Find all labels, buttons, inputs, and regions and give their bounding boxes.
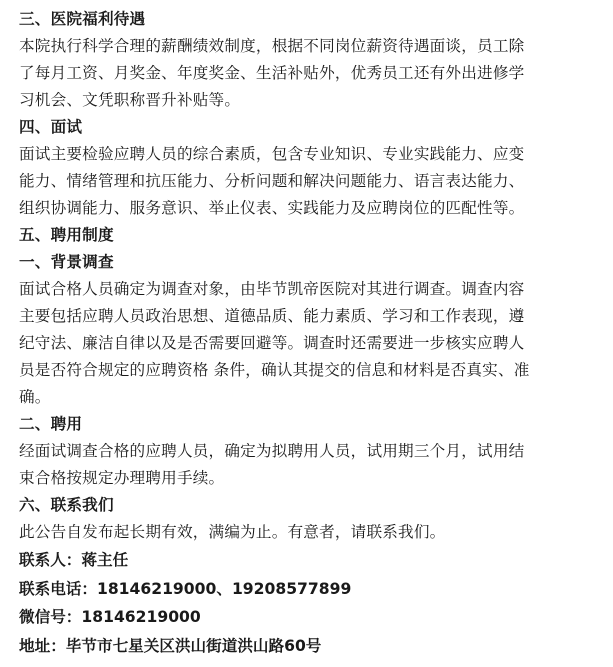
- section-heading-interview: 四、面试: [19, 118, 83, 136]
- paragraph-line: 主要包括应聘人员政治思想、道德品质、能力素质、学习和工作表现，遵: [19, 307, 525, 325]
- paragraph-line: 纪守法、廉洁自律以及是否需要回避等。调查时还需要进一步核实应聘人: [19, 334, 525, 352]
- subsection-heading-background-check: 一、背景调查: [19, 253, 114, 271]
- contact-person: [19, 546, 603, 575]
- paragraph-line: 能力、情绪管理和抗压能力、分析问题和解决问题能力、语言表达能力、: [19, 172, 525, 190]
- paragraph-line: 组织协调能力、服务意识、举止仪表、实践能力及应聘岗位的匹配性等。: [19, 199, 525, 217]
- section-heading-benefits: 三、医院福利待遇: [19, 10, 146, 28]
- section-heading-employment: 五、聘用制度: [19, 226, 114, 244]
- subsection-heading-hiring: 二、聘用: [19, 415, 83, 433]
- paragraph-line: 习机会、文凭职称晋升补贴等。: [19, 91, 241, 109]
- section-heading-contact: 六、联系我们: [19, 496, 114, 514]
- contact-phone: [19, 575, 603, 604]
- contact-wechat-value: 18146219000: [81, 608, 201, 626]
- paragraph-line: 束合格按规定办理聘用手续。: [19, 469, 225, 487]
- paragraph-line: 本院执行科学合理的薪酬绩效制度，根据不同岗位薪资待遇面谈，员工除: [19, 37, 525, 55]
- paragraph-line: 经面试调查合格的应聘人员，确定为拟聘用人员，试用期三个月，试用结: [19, 442, 525, 460]
- contact-address-value: 毕节市七星关区洪山街道洪山路60号: [65, 636, 322, 655]
- paragraph-line: 此公告自发布起长期有效，满编为止。有意者，请联系我们。: [19, 523, 446, 541]
- phone-separator: 、: [216, 579, 232, 598]
- contact-person-label: 联系人：: [19, 551, 82, 569]
- contact-person-value: 蒋主任: [81, 551, 129, 569]
- paragraph-line: 员是否符合规定的应聘资格 条件，确认其提交的信息和材料是否真实、准: [19, 361, 530, 379]
- paragraph-line: 面试主要检验应聘人员的综合素质，包含专业知识、专业实践能力、应变: [19, 145, 525, 163]
- paragraph-line: 面试合格人员确定为调查对象，由毕节凯帝医院对其进行调查。调查内容: [19, 280, 525, 298]
- contact-wechat: [19, 603, 603, 632]
- contact-address-label: 地址：: [19, 636, 66, 655]
- contact-address: [19, 632, 603, 661]
- phone-number-2[interactable]: 19208577899: [231, 579, 352, 598]
- phone-number-1[interactable]: 18146219000: [96, 579, 217, 598]
- contact-phone-label: 联系电话：: [19, 579, 97, 598]
- paragraph-line: 确。: [19, 388, 51, 406]
- contact-wechat-label: 微信号：: [19, 608, 82, 626]
- paragraph-line: 了每月工资、月奖金、年度奖金、生活补贴外，优秀员工还有外出进修学: [19, 64, 525, 82]
